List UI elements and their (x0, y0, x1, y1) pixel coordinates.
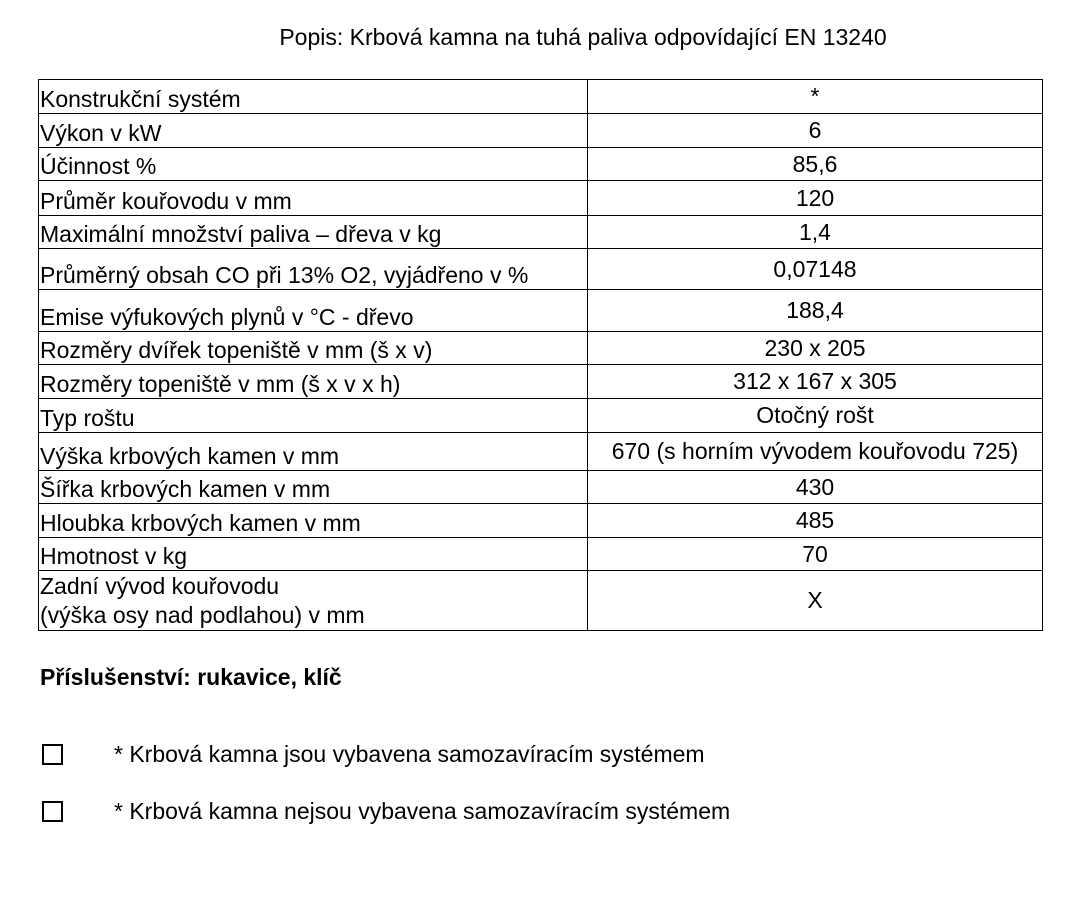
spec-value-exhaust-emissions: 188,4 (588, 290, 1043, 332)
spec-label-efficiency: Účinnost % (39, 148, 588, 181)
spec-label-rear-flue-outlet-line2: (výška osy nad podlahou) v mm (40, 601, 365, 628)
spec-value-stove-width: 430 (588, 471, 1043, 504)
option-self-closing-no (42, 800, 1042, 830)
spec-value-efficiency: 85,6 (588, 148, 1043, 181)
table-row (39, 399, 1043, 433)
table-row (39, 538, 1043, 571)
table-row (39, 290, 1043, 332)
spec-value-grate-type: Otočný rošt (588, 399, 1043, 433)
spec-label-rear-flue-outlet (39, 571, 588, 631)
spec-value-stove-depth: 485 (588, 504, 1043, 538)
checkbox[interactable] (42, 801, 63, 822)
spec-label-flue-diameter: Průměr kouřovodu v mm (39, 181, 588, 216)
spec-label-exhaust-emissions: Emise výfukových plynů v °C - dřevo (39, 290, 588, 332)
spec-value-door-dimensions: 230 x 205 (588, 332, 1043, 365)
spec-label-stove-depth: Hloubka krbových kamen v mm (39, 504, 588, 538)
table-row (39, 332, 1043, 365)
accessories-note: Příslušenství: rukavice, klíč (40, 664, 342, 690)
option-label: * Krbová kamna jsou vybavena samozavíracím systémem (114, 741, 705, 767)
table-row (39, 471, 1043, 504)
spec-value-weight: 70 (588, 538, 1043, 571)
table-row (39, 571, 1043, 631)
table-row (39, 114, 1043, 148)
spec-value-co-content: 0,07148 (588, 249, 1043, 290)
spec-label-grate-type: Typ roštu (39, 399, 588, 433)
spec-label-firebox-dimensions: Rozměry topeniště v mm (š x v x h) (39, 365, 588, 399)
document-caption: Popis: Krbová kamna na tuhá paliva odpovídající EN 13240 (279, 24, 887, 50)
table-row (39, 504, 1043, 538)
table-row (39, 181, 1043, 216)
option-self-closing-yes (42, 743, 1042, 773)
table-row (39, 216, 1043, 249)
spec-value-power: 6 (588, 114, 1043, 148)
spec-label-door-dimensions: Rozměry dvířek topeniště v mm (š x v) (39, 332, 588, 365)
table-row (39, 249, 1043, 290)
spec-value-firebox-dimensions: 312 x 167 x 305 (588, 365, 1043, 399)
spec-label-co-content: Průměrný obsah CO při 13% O2, vyjádřeno v % (39, 249, 588, 290)
table-row (39, 365, 1043, 399)
spec-value-flue-diameter: 120 (588, 181, 1043, 216)
spec-label-weight: Hmotnost v kg (39, 538, 588, 571)
table-row (39, 80, 1043, 114)
spec-value-max-fuel: 1,4 (588, 216, 1043, 249)
table-row (39, 148, 1043, 181)
spec-label-power: Výkon v kW (39, 114, 588, 148)
option-label: * Krbová kamna nejsou vybavena samozavíracím systémem (114, 798, 731, 824)
spec-value-construction-system: * (588, 80, 1043, 114)
checkbox[interactable] (42, 744, 63, 765)
spec-value-stove-height: 670 (s horním vývodem kouřovodu 725) (588, 433, 1043, 471)
specification-table (38, 79, 1043, 631)
spec-label-rear-flue-outlet-line1: Zadní vývod kouřovodu (40, 572, 280, 599)
spec-label-construction-system: Konstrukční systém (39, 80, 588, 114)
spec-label-stove-width: Šířka krbových kamen v mm (39, 471, 588, 504)
table-row (39, 433, 1043, 471)
spec-label-max-fuel: Maximální množství paliva – dřeva v kg (39, 216, 588, 249)
spec-value-rear-flue-outlet: X (588, 571, 1043, 631)
spec-label-stove-height: Výška krbových kamen v mm (39, 433, 588, 471)
